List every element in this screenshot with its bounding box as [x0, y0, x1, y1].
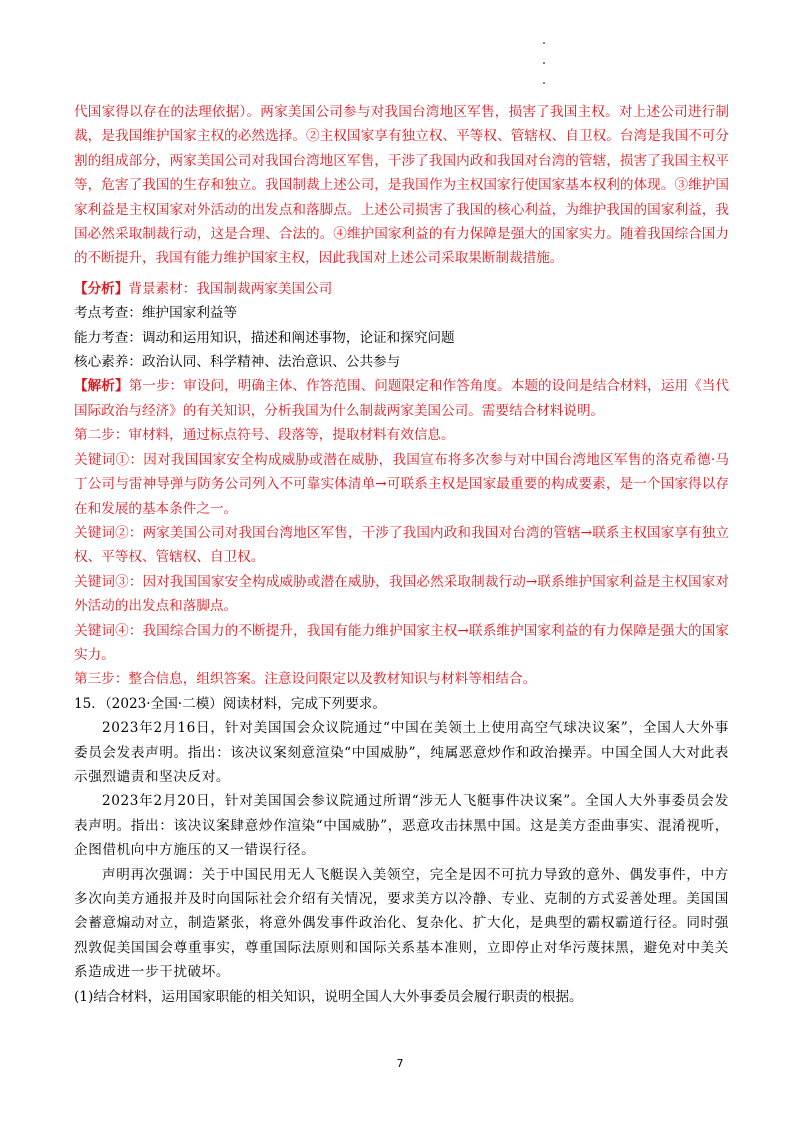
question-15-stem: 15．（2023·全国·二模）阅读材料，完成下列要求。 [74, 695, 387, 712]
analysis-suyang: 核心素养：政治认同、科学精神、法治意识、公共参与 [74, 354, 401, 371]
jiexi-step1: 【解析】第一步：审设问，明确主体、作答范围、问题限定和作答角度。本题的设问是结合材料，运用《当代国际政治与经济》的有关知识，分析我国为什么制裁两家美国公司。需要结合材料说明。 [74, 378, 730, 419]
answer-continuation: 代国家得以存在的法理依据）。两家美国公司参与对我国台湾地区军售，损害了我国主权。对上述公司进行制裁，是我国维护国家主权的必然选择。②主权国家享有独立权、平等权、管辖权、自卫权。台湾是我国不可分割的组成部分，两家美国公司对我国台湾地区军售，干涉了我国内政和我国对台湾的管辖，损害了我国主权平等，危害了我国的生存和独立。我国制裁上述公司，是我国作为主权国家行使国家基本权利的体现。③维护国家利益是主权国家对外活动的出发点和落脚点。上述公司损害了我国的核心利益，为维护我国的国家利益，我国必然采取制裁行动，这是合理、合法的。④维护国家利益的有力保障是强大的国家实力。随着我国综合国力的不断提升，我国有能力维护国家主权，因此我国对上述公司采取果断制裁措施。 [74, 104, 729, 267]
margin-dots [543, 42, 549, 102]
jiexi-step3: 第三步：整合信息，组织答案。注意设问限定以及教材知识与材料等相结合。 [74, 671, 537, 688]
jiexi-step2: 第二步：审材料，通过标点符号、段落等，提取材料有效信息。 [74, 427, 455, 444]
analysis-label: 【分析】 [74, 280, 129, 297]
keyword-3: 关键词③：因对我国国家安全构成威胁或潜在威胁，我国必然采取制裁行动→联系维护国家利益是主权国家对外活动的出发点和落脚点。 [74, 573, 729, 615]
material-paragraph-2: 2023年2月20日，针对美国国会参议院通过所谓“涉无人飞艇事件决议案”。全国人大外事委员会发表声明。指出：该决议案肆意炒作渲染“中国威胁”，恶意攻击抹黑中国。这是美方歪曲事实、混淆视听，企图借机向中方施压的又一错误行径。 [74, 793, 729, 859]
analysis-background: 【分析】背景素材：我国制裁两家美国公司 [74, 280, 333, 297]
keyword-2: 关键词②：两家美国公司对我国台湾地区军售，干涉了我国内政和我国对台湾的管辖→联系主权国家享有独立权、平等权、管辖权、自卫权。 [74, 524, 729, 566]
page-number: 7 [396, 1057, 404, 1070]
material-paragraph-3: 声明再次强调：关于中国民用无人飞艇误入美领空，完全是因不可抗力导致的意外、偶发事件，中方多次向美方通报并及时向国际社会介绍有关情况，要求美方以冷静、专业、克制的方式妥善处理。美国国会蓄意煽动对立，制造紧张，将意外偶发事件政治化、复杂化、扩大化，是典型的霸权霸道行径。同时强烈敦促美国国会尊重事实，尊重国际法原则和国际关系基本准则，立即停止对华污蔑抹黑，避免对中美关系造成进一步干扰破坏。 [74, 866, 729, 981]
jiexi-label: 【解析】 [74, 378, 129, 395]
sub-question-1: (1)结合材料，运用国家职能的相关知识，说明全国人大外事委员会履行职责的根据。 [74, 988, 583, 1005]
document-body [74, 100, 729, 1009]
analysis-nengli: 能力考查：调动和运用知识，描述和阐述事物，论证和探究问题 [74, 329, 455, 346]
material-paragraph-1: 2023年2月16日，针对美国国会众议院通过“中国在美领土上使用高空气球决议案”，全国人大外事委员会发表声明。指出：该决议案刻意渲染“中国威胁”，纯属恶意炒作和政治操弄。中国全国人大对此表示强烈谴责和坚决反对。 [74, 720, 729, 785]
keyword-4: 关键词④：我国综合国力的不断提升，我国有能力维护国家主权→联系维护国家利益的有力保障是强大的国家实力。 [74, 622, 729, 663]
analysis-kaodian: 考点考查：维护国家利益等 [74, 305, 238, 322]
keyword-1: 关键词①：因对我国国家安全构成威胁或潜在威胁，我国宣布将多次参与对中国台湾地区军售的洛克希德·马丁公司与雷神导弹与防务公司列入不可靠实体清单→可联系主权是国家最重要的构成要素，是一个国家得以存在和发展的基本条件之一。 [74, 451, 729, 517]
